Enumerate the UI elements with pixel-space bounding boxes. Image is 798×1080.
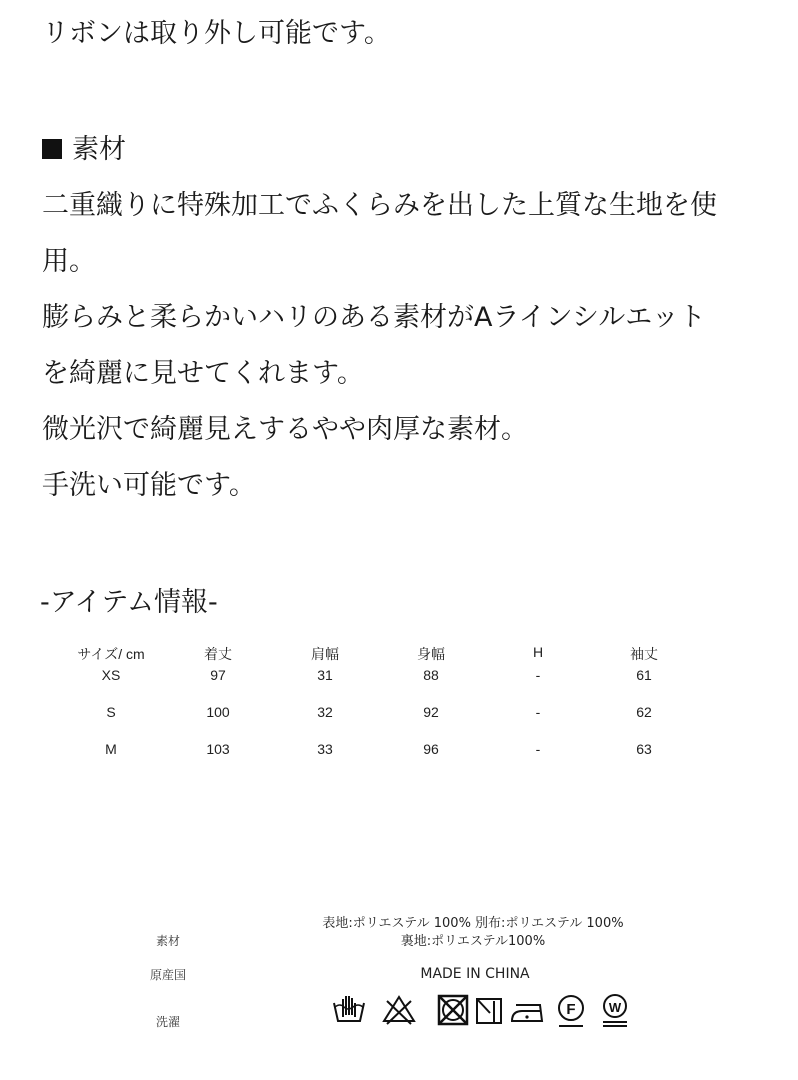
no-bleach-icon — [382, 993, 416, 1027]
material-value-line2: 裏地:ポリエステル100% — [400, 934, 546, 949]
material-heading-row — [42, 134, 126, 166]
origin-value: MADE IN CHINA — [420, 966, 530, 982]
size-table-cell: 33 — [317, 741, 333, 757]
black-square-icon — [42, 139, 62, 159]
size-table-cell: 32 — [317, 704, 333, 720]
size-table-cell: XS — [101, 667, 121, 683]
material-line: 二重織りに特殊加工でふくらみを出した上質な生地を使 — [42, 190, 717, 221]
hand-wash-icon — [332, 993, 366, 1027]
size-table-cell: 92 — [423, 704, 439, 720]
size-table-cell: - — [535, 667, 541, 683]
size-table-header: サイズ/ cm — [77, 646, 145, 662]
size-table-cell: - — [535, 704, 541, 720]
size-table-cell: 31 — [317, 667, 333, 683]
size-table-cell: 88 — [423, 667, 439, 683]
size-table-header: 袖丈 — [630, 646, 658, 662]
wet-clean-w-icon — [598, 993, 632, 1029]
svg-text:F: F — [566, 1001, 576, 1018]
item-info-heading: -アイテム情報- — [40, 587, 218, 618]
size-table-cell: S — [106, 704, 116, 720]
size-table-header: 着丈 — [204, 646, 232, 662]
size-table-header: H — [532, 644, 544, 660]
size-table-cell: 61 — [636, 667, 652, 683]
material-line: 用。 — [42, 246, 96, 277]
size-table-cell: - — [535, 741, 541, 757]
origin-label: 原産国 — [149, 968, 187, 982]
size-table-cell: 62 — [636, 704, 652, 720]
iron-low-icon — [510, 993, 548, 1027]
material-line: 微光沢で綺麗見えするやや肉厚な素材。 — [42, 414, 528, 445]
size-table-cell: 63 — [636, 741, 652, 757]
size-table-header: 身幅 — [417, 646, 445, 662]
size-table-cell: 103 — [206, 741, 230, 757]
line-dry-shade-icon — [474, 993, 504, 1027]
size-table-cell: 97 — [210, 667, 226, 683]
size-table-cell: 96 — [423, 741, 439, 757]
svg-text:W: W — [608, 1000, 622, 1015]
material-line: を綺麗に見せてくれます。 — [42, 358, 364, 389]
material-label: 素材 — [155, 934, 181, 948]
material-value-line1: 表地:ポリエステル 100% 別布:ポリエステル 100% — [322, 916, 624, 931]
size-table-cell: M — [105, 741, 117, 757]
size-table-cell: 100 — [206, 704, 230, 720]
material-line: 膨らみと柔らかいハリのある素材がAラインシルエット — [42, 302, 706, 333]
no-tumble-dry-icon — [436, 993, 470, 1027]
dry-clean-f-icon — [554, 993, 588, 1029]
ribbon-note: リボンは取り外し可能です。 — [42, 18, 391, 49]
size-table-header: 肩幅 — [311, 646, 339, 662]
material-line: 手洗い可能です。 — [42, 470, 256, 501]
material-heading: 素材 — [72, 134, 126, 165]
care-label: 洗濯 — [155, 1015, 181, 1029]
